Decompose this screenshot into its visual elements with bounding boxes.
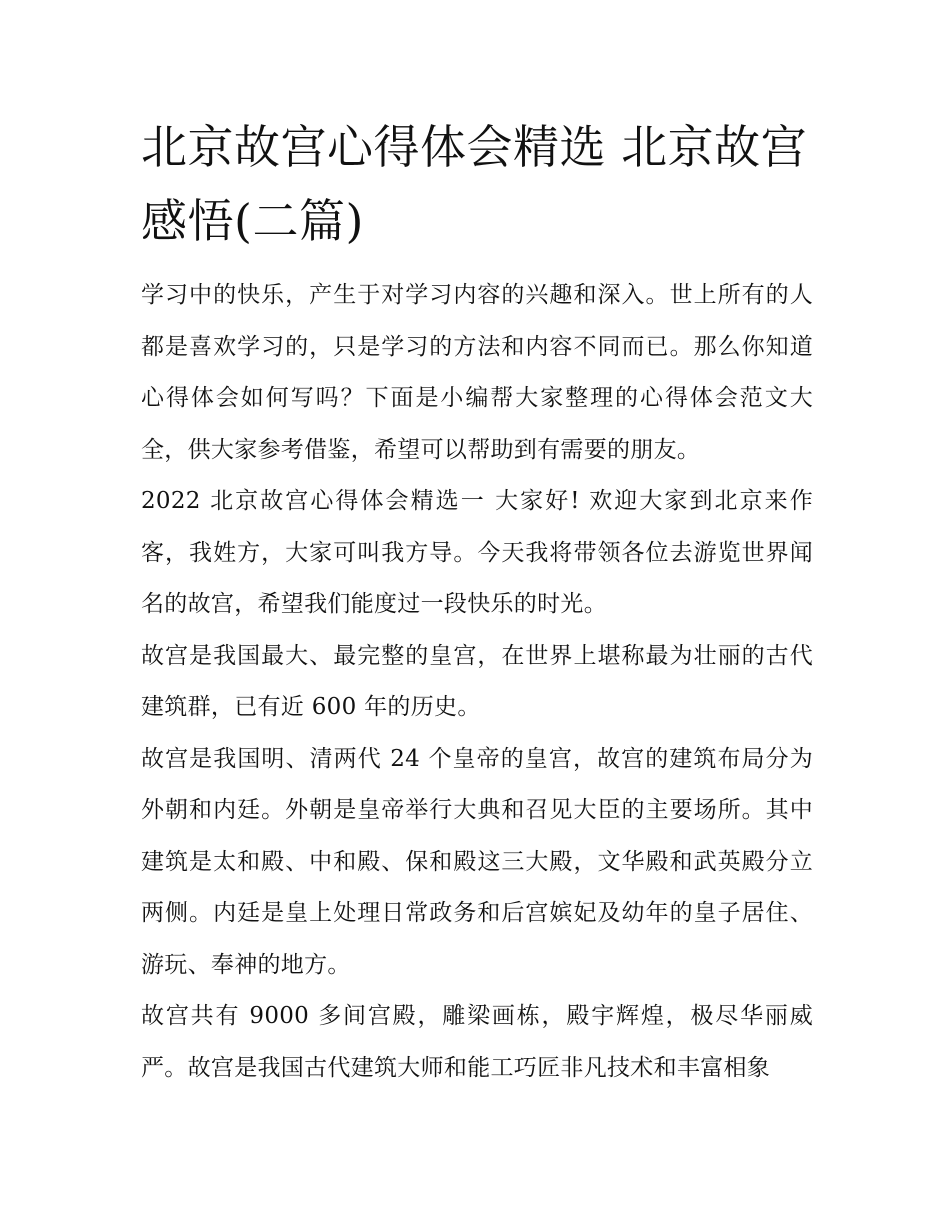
paragraph-palaces: 故宫共有 9000 多间宫殿，雕梁画栋，殿宇辉煌，极尽华丽威严。故宫是我国古代建筑大师和能工巧匠非凡技术和丰富相象 (141, 1003, 813, 1081)
paragraph-intro: 学习中的快乐，产生于对学习内容的兴趣和深入。世上所有的人都是喜欢学习的，只是学习的方法和内容不同而已。那么你知道心得体会如何写吗？下面是小编帮大家整理的心得体会范文大全，供大家参考借鉴，希望可以帮助到有需要的朋友。 (141, 282, 813, 463)
document-content (141, 110, 813, 1094)
paragraph-layout: 故宫是我国明、清两代 24 个皇帝的皇宫，故宫的建筑布局分为外朝和内廷。外朝是皇帝举行大典和召见大臣的主要场所。其中建筑是太和殿、中和殿、保和殿这三大殿，文华殿和武英殿分立两侧。内廷是皇上处理日常政务和后宫嫔妃及幼年的皇子居住、游玩、奉神的地方。 (141, 745, 813, 978)
document-body (141, 270, 813, 1094)
document-title: 北京故宫心得体会精选 北京故宫感悟(二篇) (141, 120, 808, 248)
paragraph-history: 故宫是我国最大、最完整的皇宫，在世界上堪称最为壮丽的古代建筑群，已有近 600 年的历史。 (141, 642, 813, 720)
paragraph-greeting: 2022 北京故宫心得体会精选一 大家好! 欢迎大家到北京来作客，我姓方，大家可叫我方导。今天我将带领各位去游览世界闻名的故宫，希望我们能度过一段快乐的时光。 (141, 488, 813, 617)
